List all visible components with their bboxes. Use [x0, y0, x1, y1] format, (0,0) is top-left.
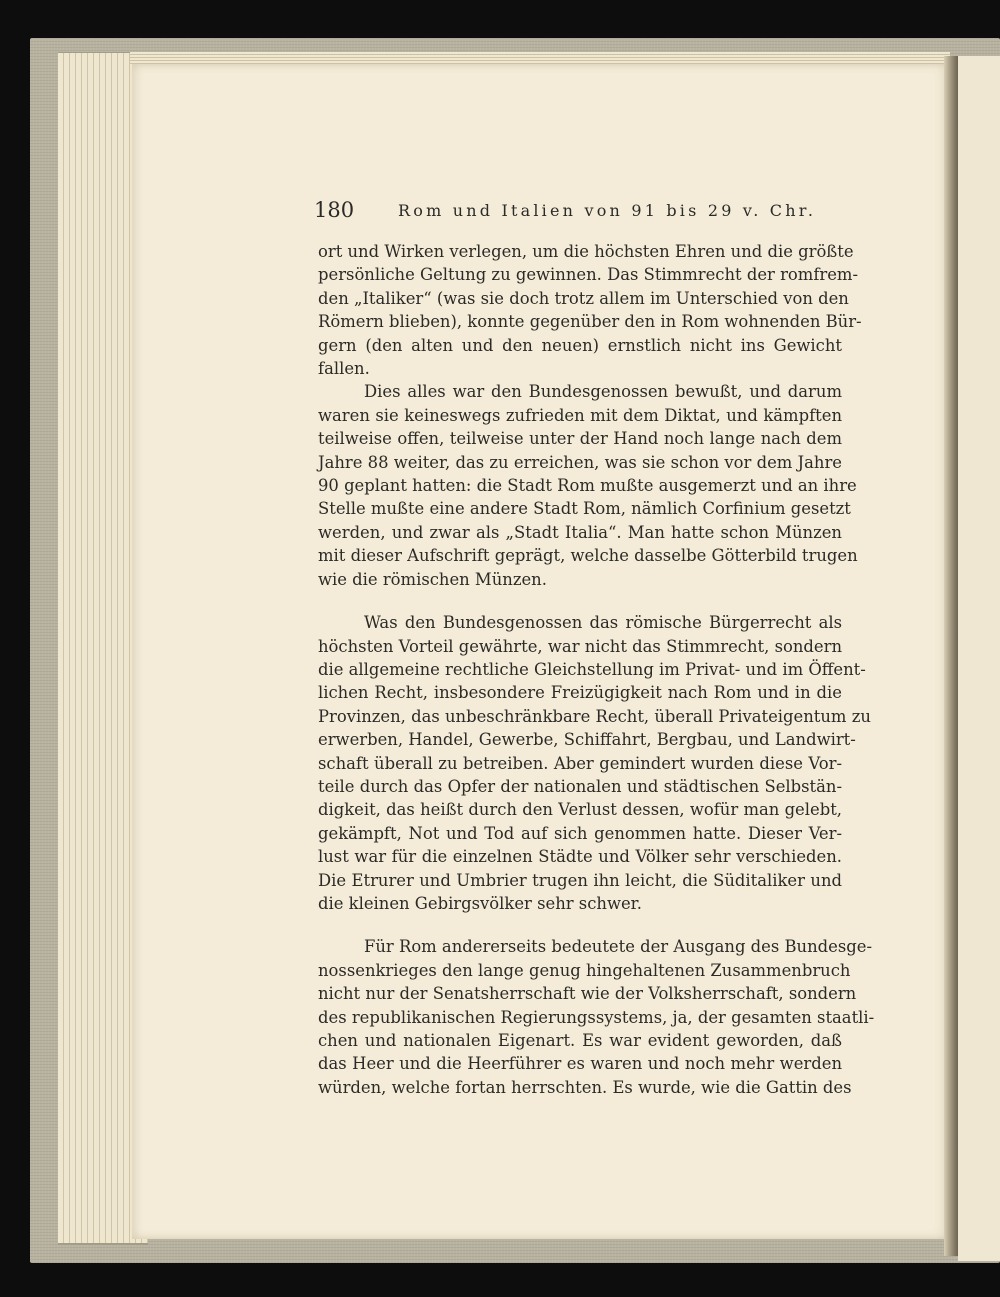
text-line: die allgemeine rechtliche Gleichstellung im Privat- und im Öffent-: [318, 659, 866, 679]
text-line: höchsten Vorteil gewährte, war nicht das Stimmrecht, sondern: [318, 636, 842, 656]
text-line: würden, welche fortan herrschten. Es wurde, wie die Gattin des: [318, 1077, 852, 1097]
text-line: chen und nationalen Eigenart. Es war evident geworden, daß: [318, 1031, 842, 1050]
text-line: nossenkrieges den lange genug hingehaltenen Zusammenbruch: [318, 960, 851, 980]
body-text: [318, 240, 875, 1099]
text-line: gern (den alten und den neuen) ernstlich nicht ins Gewicht: [318, 335, 842, 355]
paragraph: [318, 611, 871, 915]
text-line: gekämpft, Not und Tod auf sich genommen hatte. Dieser Ver-: [318, 823, 842, 843]
text-line: waren sie keineswegs zufrieden mit dem Diktat, und kämpften: [318, 405, 842, 425]
text-line: 90 geplant hatten: die Stadt Rom mußte ausgemerzt und an ihre: [318, 476, 857, 496]
text-line: den „Italiker“ (was sie doch trotz allem im Unterschied von den: [318, 288, 849, 308]
paragraph-gap: [318, 591, 842, 611]
text-line: Die Etrurer und Umbrier trugen ihn leicht, die Süditaliker und: [318, 870, 842, 890]
text-line: Provinzen, das unbeschränkbare Recht, überall Privateigentum zu: [318, 706, 871, 726]
text-line: Römern blieben), konnte gegenüber den in Rom wohnenden Bür-: [318, 312, 862, 332]
text-line: fallen.: [318, 359, 370, 379]
facing-page: [958, 56, 1000, 1261]
paragraph: [318, 380, 858, 591]
paragraph-gap: [318, 915, 842, 935]
text-line: werden, und zwar als „Stadt Italia“. Man hatte schon Münzen: [318, 522, 842, 542]
text-line: schaft überall zu betreiben. Aber gemindert wurden diese Vor-: [318, 753, 842, 773]
text-line: mit dieser Aufschrift geprägt, welche dasselbe Götterbild trugen: [318, 546, 858, 566]
text-line: des republikanischen Regierungssystems, ja, der gesamten staatli-: [318, 1007, 875, 1027]
text-line: wie die römischen Münzen.: [318, 569, 547, 589]
page-header: [314, 198, 874, 228]
text-line: lust war für die einzelnen Städte und Völker sehr verschieden.: [318, 847, 842, 867]
text-line: Für Rom andererseits bedeutete der Ausgang des Bundesge-: [364, 937, 872, 957]
text-line: persönliche Geltung zu gewinnen. Das Stimmrecht der romfrem-: [318, 265, 858, 285]
text-line: ort und Wirken verlegen, um die höchsten Ehren und die größte: [318, 242, 854, 261]
text-line: Jahre 88 weiter, das zu erreichen, was sie schon vor dem Jahre: [318, 452, 842, 472]
text-line: nicht nur der Senatsherrschaft wie der Volksherrschaft, sondern: [318, 984, 857, 1004]
text-line: lichen Recht, insbesondere Freizügigkeit nach Rom und in die: [318, 683, 842, 703]
text-line: teilweise offen, teilweise unter der Hand noch lange nach dem: [318, 429, 842, 449]
text-line: das Heer und die Heerführer es waren und noch mehr werden: [318, 1054, 842, 1074]
paragraph: [318, 935, 875, 1099]
running-head: Rom und Italien von 91 bis 29 v. Chr.: [398, 201, 817, 220]
text-line: erwerben, Handel, Gewerbe, Schiffahrt, Bergbau, und Landwirt-: [318, 730, 856, 750]
text-line: teile durch das Opfer der nationalen und städtischen Selbstän-: [318, 776, 842, 796]
text-line: Stelle mußte eine andere Stadt Rom, nämlich Corfinium gesetzt: [318, 499, 851, 519]
text-line: die kleinen Gebirgsvölker sehr schwer.: [318, 893, 642, 913]
text-line: digkeit, das heißt durch den Verlust dessen, wofür man gelebt,: [318, 800, 842, 820]
paragraph: [318, 240, 862, 380]
text-line: Dies alles war den Bundesgenossen bewußt, und darum: [364, 382, 842, 402]
text-line: Was den Bundesgenossen das römische Bürgerrecht als: [364, 613, 842, 633]
page-number: 180: [314, 198, 355, 222]
